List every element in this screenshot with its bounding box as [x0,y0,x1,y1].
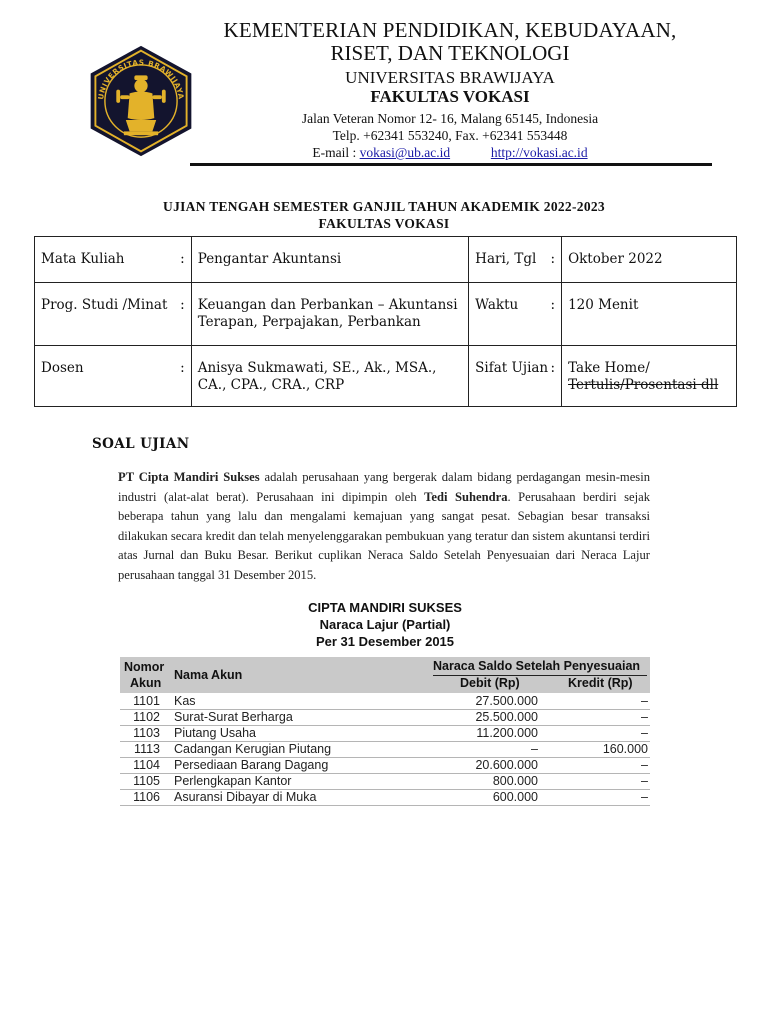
col-credit: Kredit (Rp) [568,676,633,690]
lecturer-label-cell: Dosen : [35,346,192,407]
account-name: Kas [174,694,196,708]
university-name: UNIVERSITAS BRAWIJAYA [345,68,555,87]
course-label-cell: Mata Kuliah : [35,237,192,283]
table-row [120,710,650,726]
account-number: 1113 [134,742,160,756]
account-name: Cadangan Kerugian Piutang [174,742,332,756]
program-value: Keuangan dan Perbankan – Akuntansi Terapan, Perpajakan, Perbankan [191,283,468,346]
date-label-cell: Hari, Tgl : [469,237,562,283]
table-row [120,774,650,790]
account-number: 1102 [133,710,160,724]
course-value: Pengantar Akuntansi [191,237,468,283]
ministry-name-line1: KEMENTERIAN PENDIDIKAN, KEBUDAYAAN, [223,18,677,42]
debit-value: 20.600.000 [475,758,538,772]
debit-value: 800.000 [492,774,538,788]
website-link[interactable]: http://vokasi.ac.id [490,145,588,160]
worksheet-body [120,694,650,806]
table-row [120,726,650,742]
contact-line [190,145,710,161]
credit-value: – [641,774,648,788]
account-number: 1101 [133,694,160,708]
col-debit: Debit (Rp) [460,676,520,690]
time-value: 120 Menit [562,283,737,346]
phone-fax: Telp. +62341 553240, Fax. +62341 553448 [332,128,568,143]
header-divider [190,163,712,166]
credit-value: – [641,710,648,724]
leader-name: Tedi Suhendra [424,489,508,504]
account-name: Perlengkapan Kantor [174,774,292,788]
debit-value: 600.000 [492,790,538,804]
account-name: Persediaan Barang Dagang [174,758,329,772]
exam-title: UJIAN TENGAH SEMESTER GANJIL TAHUN AKADEMIK 2022-2023 [163,199,605,214]
date-value: Oktober 2022 [562,237,737,283]
case-paragraph: PT Cipta Mandiri Sukses adalah perusahaan yang bergerak dalam bidang perdagangan mesin-mesin industri (alat-alat berat). Perusahaan ini dipimpin oleh Tedi Suhendra. Perusahaan berdiri sejak beberapa tahun yang lalu dan mengalami kemajuan yang sangat pesat. Sebagian besar transaksi dilakukan secara kredit dan telah menyelenggarakan pembukuan yang teratur dan sistem akuntansi terdiri atas Jurnal dan Buku Besar. Berikut cuplikan Neraca Saldo Setelah Penyesuaian dari Neraca Lajur perusahaan tanggal 31 Desember 2015. [118,470,651,582]
credit-value: – [641,758,648,772]
program-label-cell: Prog. Studi /Minat : [35,283,192,346]
nature-label-cell: Sifat Ujian : [469,346,562,407]
table-row [120,790,650,806]
col-number-line2: Akun [130,676,162,690]
exam-faculty: FAKULTAS VOKASI [318,216,450,231]
table-row [120,758,650,774]
credit-value: – [641,694,648,708]
account-name: Asuransi Dibayar di Muka [174,790,317,804]
account-number: 1106 [133,790,160,804]
email-link[interactable]: vokasi@ub.ac.id [359,145,451,160]
exam-info-table [34,236,737,407]
logo-text: UNIVERSITAS BRAWIJAYA [96,57,186,101]
credit-value: – [641,726,648,740]
debit-value: 27.500.000 [475,694,538,708]
table-row [120,742,650,758]
address: Jalan Veteran Nomor 12- 16, Malang 65145, Indonesia [301,111,599,126]
struck-options: Tertulis/Prosentasi dll [568,377,719,393]
account-number: 1104 [133,758,160,772]
col-account-name: Nama Akun [174,668,243,682]
debit-value: 25.500.000 [475,710,538,724]
email-label: E-mail : [312,145,357,160]
account-number: 1105 [133,774,160,788]
debit-value: – [531,742,538,756]
worksheet-date: Per 31 Desember 2015 [315,634,455,649]
company-name: PT Cipta Mandiri Sukses [118,470,260,484]
credit-value: – [641,790,648,804]
col-group-adjusted-balance: Naraca Saldo Setelah Penyesuaian [433,659,641,673]
account-number: 1103 [133,726,160,740]
ministry-name-line2: RISET, DAN TEKNOLOGI [330,41,570,65]
account-name: Surat-Surat Berharga [174,710,293,724]
time-label-cell: Waktu : [469,283,562,346]
col-number-line1: Nomor [124,660,165,674]
faculty-name: FAKULTAS VOKASI [370,87,530,106]
lecturer-value: Anisya Sukmawati, SE., Ak., MSA., CA., CPA., CRA., CRP [191,346,468,407]
university-logo [84,44,198,158]
section-heading: SOAL UJIAN [92,436,190,452]
worksheet-title: Naraca Lajur (Partial) [319,617,451,632]
nature-value: Take Home/ Tertulis/Prosentasi dll [562,346,737,407]
credit-value: 160.000 [602,742,648,756]
table-row [120,694,650,710]
worksheet-header [120,657,650,693]
debit-value: 11.200.000 [476,726,538,740]
account-name: Piutang Usaha [174,726,257,740]
worksheet-company: CIPTA MANDIRI SUKSES [308,600,462,615]
